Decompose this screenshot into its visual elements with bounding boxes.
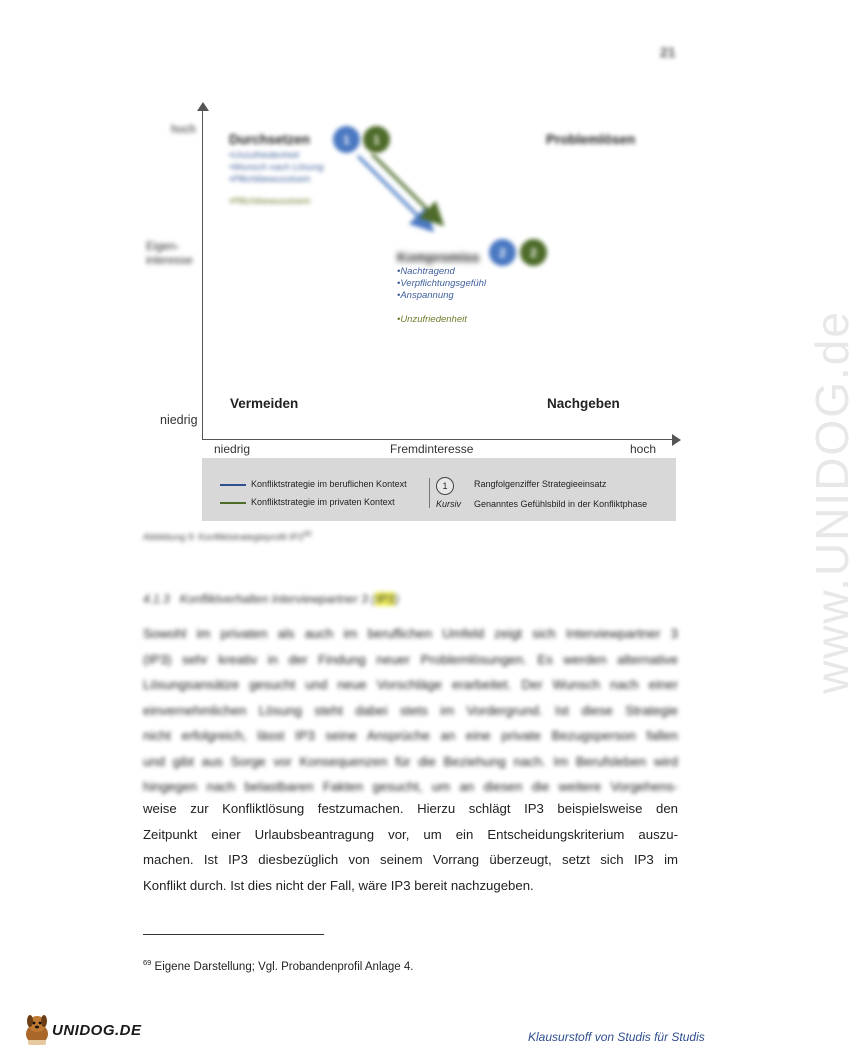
legend-rank-symbol: 1 <box>436 477 454 495</box>
rank-marker-green: 2 <box>520 239 547 266</box>
site-logo-text: UNIDOG.DE <box>52 1022 142 1039</box>
rank-marker-blue: 2 <box>489 239 516 266</box>
rank-marker-green: 1 <box>363 126 390 153</box>
legend-italic-label: Genanntes Gefühlsbild in der Konfliktphase <box>474 499 648 509</box>
feelings-top-left-blue: •Unzufriedenheit •Wunsch nach Lösung •Pflichtbewusstsein <box>229 150 324 185</box>
footer-tagline: Klausurstoff von Studis für Studis <box>528 1030 705 1044</box>
feelings-center-green: •Unzufriedenheit <box>397 314 467 325</box>
quadrant-durchsetzen: Durchsetzen <box>229 132 311 147</box>
y-axis-title: Eigen- interesse <box>146 241 193 267</box>
x-high-label: hoch <box>630 442 657 456</box>
y-axis <box>202 108 203 440</box>
legend-blue-line <box>220 484 246 486</box>
legend-rank-label: Rangfolgenziffer Strategieeinsatz <box>474 479 607 489</box>
feelings-top-left-green: •Pflichtbewusstsein <box>229 196 311 207</box>
quadrant-nachgeben: Nachgeben <box>547 396 620 411</box>
quadrant-vermeiden: Vermeiden <box>230 396 299 411</box>
legend-divider <box>429 478 430 508</box>
watermark: www.UNIDOG.de <box>805 310 858 694</box>
x-axis <box>202 439 674 440</box>
dog-logo-icon <box>22 1012 52 1046</box>
section-heading: 4.1.3 Konfliktverhalten Interviewpartner 3 (IP3) <box>143 592 400 606</box>
body-paragraph-blurred: Sowohl im privaten als auch im beruflichen Umfeld zeigt sich Interviewpartner 3 (IP3) sehr kreativ in der Findung neuer Problemlösungen. Es werden alternative Lösungsansätze gesucht und neue Vorschläge erarbeitet. Der Wunsch nach einer einvernehmlichen Lösung steht dabei stets im Vordergrund. Ist diese Strategie nicht erfolgreich, lässt IP3 seine Ansprüche an eine private Bezugsperson fallen und gibt aus Sorge vor Konsequenzen für die Beziehung nach. Im Berufsleben wird hingegen nach belastbaren Fakten gesucht, um an diesen die weitere Vorgehens- <box>143 626 678 794</box>
y-high-label: hoch <box>171 124 196 136</box>
x-low-label: niedrig <box>214 442 251 456</box>
legend-green-label: Konfliktstrategie im privaten Kontext <box>251 497 395 507</box>
highlighted-term: IP3 <box>376 592 395 606</box>
quadrant-kompromiss: Kompromiss <box>397 250 480 265</box>
y-axis-arrow <box>197 102 209 111</box>
x-axis-arrow <box>672 434 681 446</box>
y-low-label: niedrig <box>160 413 198 427</box>
footnote-rule <box>143 934 324 935</box>
legend-green-line <box>220 502 246 504</box>
figure-caption: Abbildung 9: Konfliktstrategieprofil $IP2^{68}$ <box>143 531 312 544</box>
feelings-center-blue: •Nachtragend •Verpflichtungsgefühl •Anspannung <box>397 266 487 301</box>
x-axis-title: Fremdinteresse <box>390 442 474 456</box>
footnote: $^{69}$ Eigene Darstellung; Vgl. Probandenprofil Anlage 4. <box>143 958 414 973</box>
legend-blue-label: Konfliktstrategie im beruflichen Kontext <box>251 479 407 489</box>
legend-italic-symbol: Kursiv <box>436 499 462 509</box>
body-paragraph: weise zur Konfliktlösung festzumachen. Hierzu schlägt IP3 beispielsweise den Zeitpunkt einer Urlaubsbeantragung vor, um ein Entscheidungskriterium auszu- machen. Ist IP3 diesbezüglich von seinem Vorrang überzeugt, setzt sich IP3 im Konflikt durch. Ist dies nicht der Fall, wäre IP3 bereit nachzugeben. <box>143 801 678 893</box>
page-number: 21 <box>660 44 676 60</box>
rank-marker-blue: 1 <box>333 126 360 153</box>
quadrant-problemloesen: Problemlösen <box>546 132 636 147</box>
strategy-shift-arrows <box>350 150 450 240</box>
